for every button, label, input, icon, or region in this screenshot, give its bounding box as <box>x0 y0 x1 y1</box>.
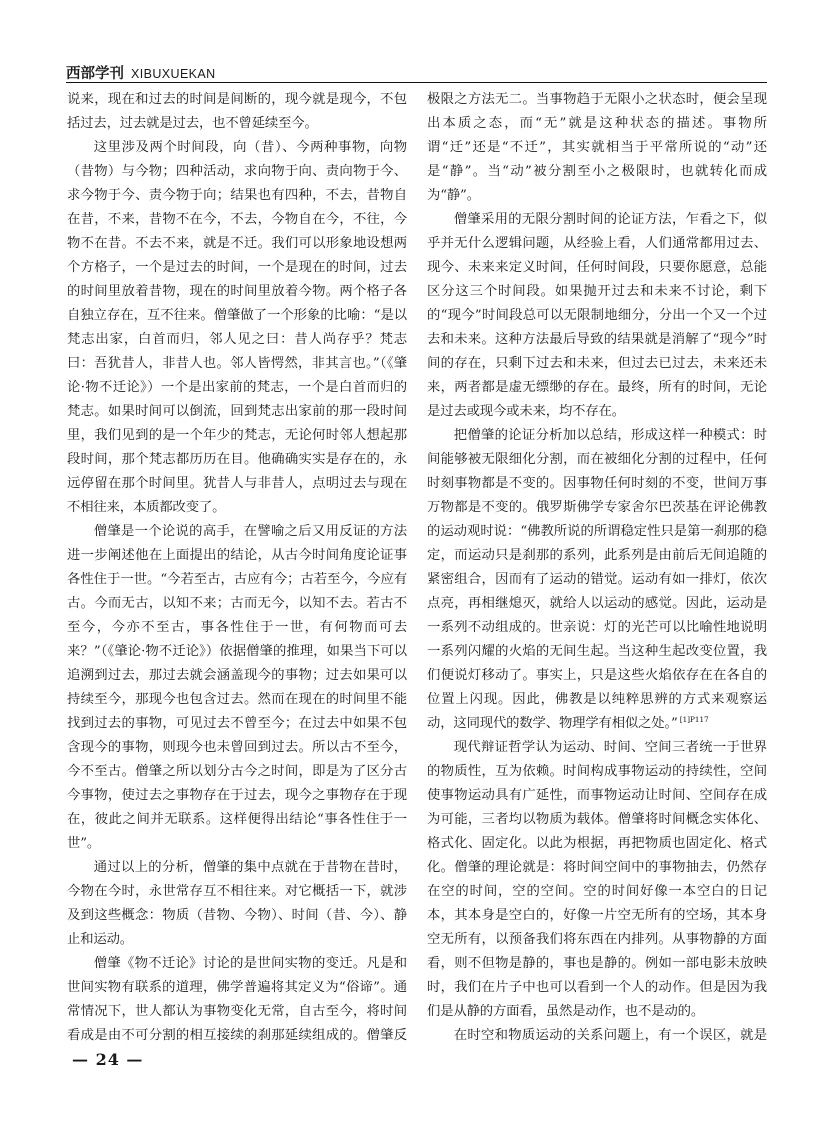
journal-title: 西部学刊 <box>66 66 124 82</box>
paragraph: 这里涉及两个时间段，向（昔）、今两种事物，向物（昔物）与今物；四种活动，求向物于向、责向物于今、求今物于今、责今物于向；结果也有四种，不去，昔物自在昔，不来，昔物不在今，不去，今物自在今，不往，今物不在昔。不去不来，就是不迁。我们可以形象地设想两个方格子，一个是过去的时间，一个是现在的时间，过去的时间里放着昔物，现在的时间里放着今物。两个格子各自独立存在，互不往来。僧肇做了一个形象的比喻：“是以梵志出家，白首而归，邻人见之曰：昔人尚存乎？梵志曰：吾犹昔人，非昔人也。邻人皆愕然，非其言也。”（《肇论·物不迁论》）一个是出家前的梵志，一个是白首而归的梵志。如果时间可以倒流，回到梵志出家前的那一段时间里，我们见到的是一个年少的梵志，无论何时邻人想起那段时间，那个梵志都历历在目。他确确实实是存在的，永远停留在那个时间里。犹昔人与非昔人，点明过去与现在不相往来，本质都改变了。 <box>67 140 407 515</box>
left-column <box>67 88 407 1048</box>
right-column <box>427 88 767 1048</box>
paragraph <box>427 1024 767 1048</box>
paragraph: 说来，现在和过去的时间是间断的，现今就是现今，不包括过去，过去就是过去，也不曾延续至今。 <box>67 92 407 131</box>
citation-marker: [1]P117 <box>679 715 709 724</box>
page-number: — 24 — <box>72 1050 144 1069</box>
page-header <box>66 62 766 84</box>
paragraph: 极限之方法无二。当事物趋于无限小之状态时，便会呈现出本质之态，而“无”就是这种状态的描述。事物所谓“迁”还是“不迁”，其实就相当于平常所说的“动”还是“静”。当“动”被分割至小之极限时，也就转化而成为“静”。 <box>427 92 767 203</box>
paragraph: 通过以上的分析，僧肇的集中点就在于昔物在昔时，今物在今时，永世常存互不相往来。对它概括一下，就涉及到这些概念：物质（昔物、今物）、时间（昔、今）、静止和运动。 <box>67 860 407 947</box>
paragraph: 僧肇是一个论说的高手，在譬喻之后又用反证的方法进一步阐述他在上面提出的结论，从古今时间角度论证事各性住于一世。“今若至古，古应有今；古若至今，今应有古。今而无古，以知不来；古而无今，以知不去。若古不至今，今亦不至古，事各性住于一世，有何物而可去来？”（《肇论·物不迁论》）依据僧肇的推理，如果当下可以追溯到过去，那过去就会涵盖现今的事物；过去如果可以持续至今，那现今也包含过去。然而在现在的时间里不能找到过去的事物，可见过去不曾至今；在过去中如果不包含现今的事物，则现今也未曾回到过去。所以古不至今，今不至古。僧肇之所以划分古今之时间，即是为了区分古今事物，使过去之事物存在于过去，现今之事物存在于现在，彼此之间并无联系。这样便得出结论“事各性住于一世”。 <box>67 524 407 851</box>
journal-title-latin: XIBUXUEKAN <box>131 67 216 81</box>
paragraph-text: 在时空和物质运动的关系问题上，有一个误区，就是 <box>453 1028 767 1043</box>
paragraph: 现代辩证哲学认为运动、时间、空间三者统一于世界的物质性，互为依赖。时间构成事物运动的持续性，空间使事物运动具有广延性，而事物运动让时间、空间存在成为可能，三者均以物质为载体。僧肇将时间概念实体化、格式化、固定化。以此为根据，再把物质也固定化、格式化。僧肇的理论就是：将时间空间中的事物抽去，仍然存在空的时间，空的空间。空的时间好像一本空白的日记本，其本身是空白的，好像一片空无所有的空场，其本身空无所有，以预备我们将东西在内排列。从事物静的方面看，则不但物是静的，事也是静的。例如一部电影未放映时，我们在片子中也可以看到一个人的动作。但是因为我们是从静的方面看，虽然是动作，也不是动的。 <box>427 740 767 1019</box>
paragraph: 僧肇采用的无限分割时间的论证方法，乍看之下，似乎并无什么逻辑问题，从经验上看，人们通常都用过去、现今、未来来定义时间，任何时间段，只要你愿意，总能区分这三个时间段。如果抛开过去和未来不讨论，剩下的“现今”时间段总可以无限制地细分，分出一个又一个过去和未来。这种方法最后导致的结果就是消解了“现今”时间的存在，只剩下过去和未来，但过去已过去，未来还未来，两者都是虚无缥缈的存在。最终，所有的时间，无论是过去或现今或未来，均不存在。 <box>427 212 767 419</box>
paragraph <box>427 424 767 736</box>
paragraph: 僧肇《物不迁论》讨论的是世间实物的变迁。凡是和世间实物有联系的道理，佛学普遍将其定义为“俗谛”。通常情况下，世人都认为事物变化无常，自古至今，将时间看成是由不可分割的相互接续的刹那延续组成的。僧肇反 <box>67 956 407 1043</box>
quote-text: 把僧肇的论证分析加以总结，形成这样一种模式：时间能够被无限细化分割，而在被细化分割的过程中，任何时刻事物都是不变的。因事物任何时刻的不变，世间万事万物都是不变的。俄罗斯佛学专家舍尔巴茨基在评论佛教的运动观时说：“佛教所说的所谓稳定性只是第一刹那的稳定，而运动只是刹那的系列，此系列是由前后无间追随的紧密组合，因而有了运动的错觉。运动有如一排灯，依次点亮，再相继熄灭，就给人以运动的感觉。因此，运动是一系列不动组成的。世亲说：灯的光芒可以比喻性地说明一系列闪耀的火焰的无间生起。当这种生起改变位置，我们便说灯移动了。事实上，只是这些火焰依存在在各自的位置上闪现。因此，佛教是以纯粹思辨的方式来观察运动，这同现代的数学、物理学有相似之处。” <box>427 428 767 731</box>
header-rule <box>66 82 767 83</box>
